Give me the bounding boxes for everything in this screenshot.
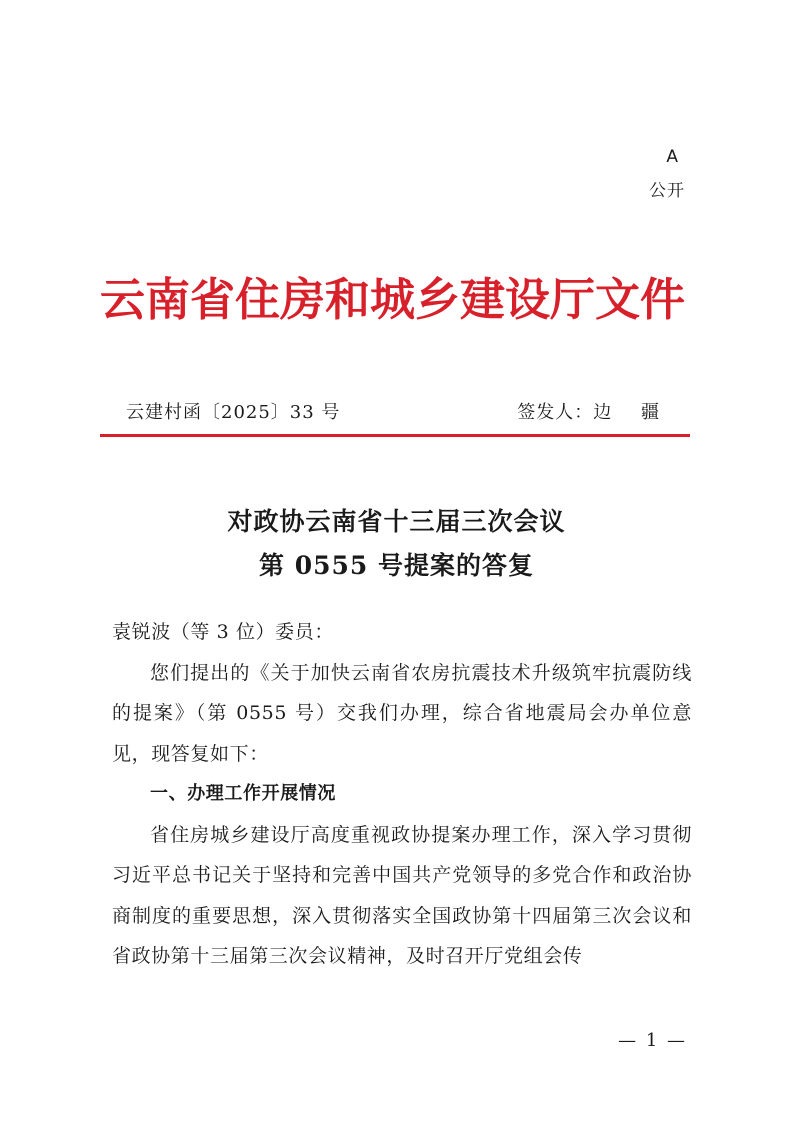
document-body (112, 612, 692, 977)
salutation: 袁锐波（等 3 位）委员： (112, 621, 334, 643)
document-number: 云建村函〔2025〕33 号 (126, 402, 341, 423)
header-divider (100, 434, 690, 437)
signer-name: 边 疆 (593, 402, 671, 423)
section-heading-1: 一、办理工作开展情况 (150, 783, 336, 804)
security-level: A (666, 147, 679, 167)
body-paragraph-1: 您们提出的《关于加快云南省农房抗震技术升级筑牢抗震防线的提案》（第 0555 号）交我们办理，综合省地震局会办单位意见，现答复如下： (112, 661, 692, 765)
classification-block (649, 140, 685, 208)
signer-block (517, 398, 671, 424)
body-paragraph-2: 省住房城乡建设厅高度重视政协提案办理工作，深入学习贯彻习近平总书记关于坚持和完善中国共产党领导的多党合作和政治协商制度的重要思想，深入贯彻落实全国政协第十四届第三次会议和省政协第十三届第三次会议精神，及时召开厅党组会传 (112, 823, 692, 967)
page-number: — 1 — (618, 1030, 687, 1051)
issuing-authority-title: 云南省住房和城乡建设厅文件 (100, 273, 686, 326)
document-title (0, 500, 793, 588)
signer-label: 签发人： (517, 402, 594, 423)
document-title-line-2: 第 0555 号提案的答复 (259, 551, 534, 580)
disclosure-label: 公开 (649, 181, 685, 201)
document-title-line-1: 对政协云南省十三届三次会议 (227, 507, 566, 536)
